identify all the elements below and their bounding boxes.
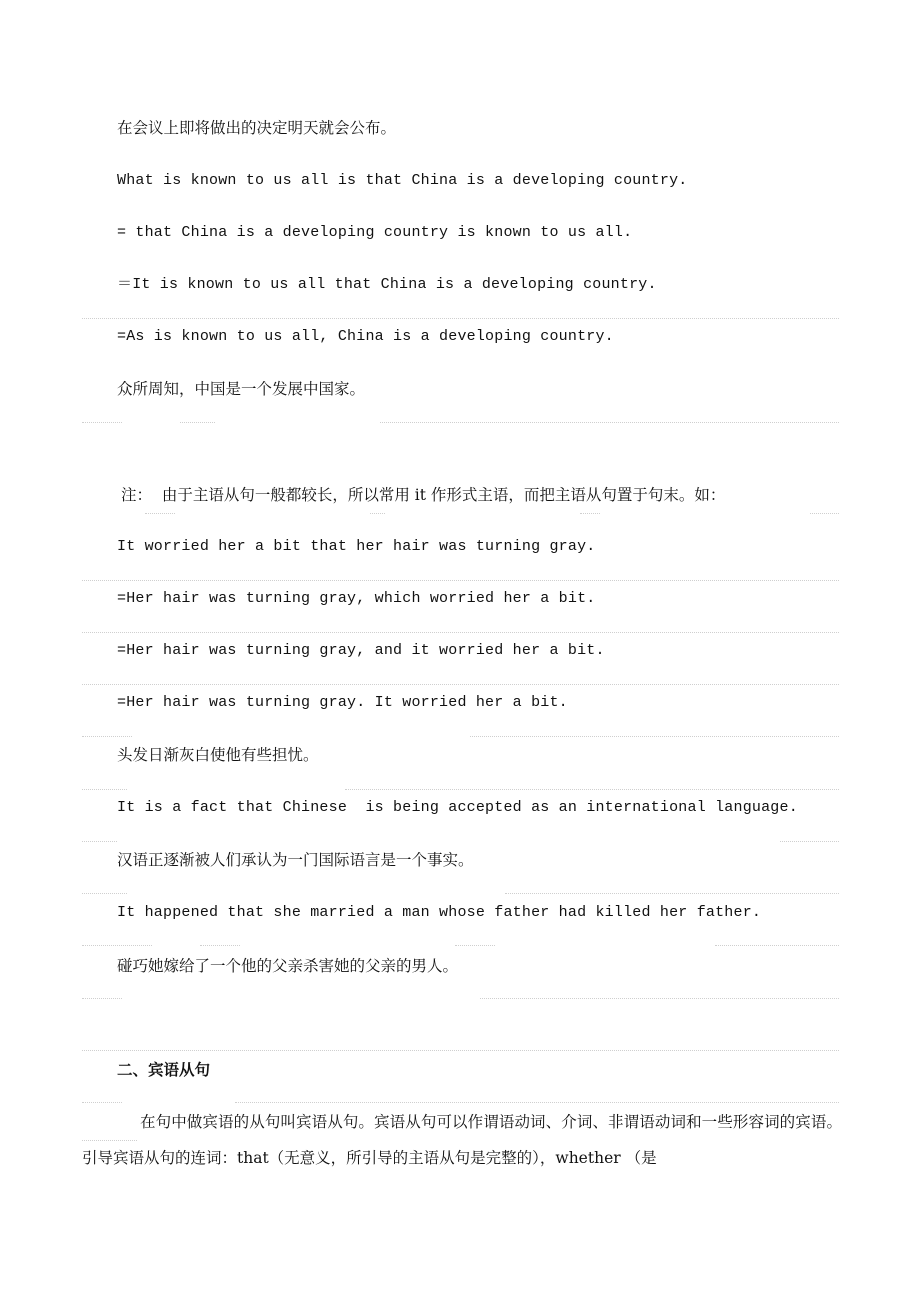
dotted-rule bbox=[82, 893, 127, 894]
text-line: 众所周知，中国是一个发展中国家。 bbox=[117, 380, 366, 398]
dotted-rule bbox=[82, 318, 839, 319]
dotted-rule bbox=[82, 632, 839, 633]
dotted-rule bbox=[715, 945, 839, 946]
dotted-rule bbox=[810, 513, 839, 514]
dotted-rule bbox=[380, 422, 839, 423]
text-line: 碰巧她嫁给了一个他的父亲杀害她的父亲的男人。 bbox=[117, 957, 459, 975]
text-line: 头发日渐灰白使他有些担忧。 bbox=[117, 746, 319, 764]
dotted-rule bbox=[200, 945, 240, 946]
text-line: 在会议上即将做出的决定明天就会公布。 bbox=[117, 119, 397, 137]
text-line: ＝It is known to us all that China is a developing country. bbox=[117, 276, 657, 293]
body-paragraph: 在句中做宾语的从句叫宾语从句。宾语从句可以作谓语动词、介词、非谓语动词和一些形容词的宾语。引导宾语从句的连词：that（无意义，所引导的主语从句是完整的），whether （是 bbox=[82, 1113, 842, 1167]
dotted-rule bbox=[82, 580, 839, 581]
text-line: =Her hair was turning gray, and it worried her a bit. bbox=[117, 642, 605, 659]
section-heading: 二、宾语从句 bbox=[117, 1060, 211, 1079]
note-line: 注： 由于主语从句一般都较长，所以常用 it 作形式主语，而把主语从句置于句末。如： bbox=[121, 486, 726, 504]
dotted-rule bbox=[180, 422, 215, 423]
dotted-rule bbox=[82, 1050, 839, 1051]
text-line: =Her hair was turning gray, which worried her a bit. bbox=[117, 590, 596, 607]
dotted-rule bbox=[345, 789, 839, 790]
text-line: It worried her a bit that her hair was turning gray. bbox=[117, 538, 596, 555]
dotted-rule bbox=[370, 513, 385, 514]
text-line: =As is known to us all, China is a developing country. bbox=[117, 328, 614, 345]
dotted-rule bbox=[235, 1102, 839, 1103]
dotted-rule bbox=[82, 1140, 137, 1141]
dotted-rule bbox=[455, 945, 495, 946]
text-line: It happened that she married a man whose father had killed her father. bbox=[117, 904, 762, 921]
dotted-rule bbox=[82, 1102, 122, 1103]
dotted-rule bbox=[145, 513, 175, 514]
text-line: = that China is a developing country is known to us all. bbox=[117, 224, 633, 241]
dotted-rule bbox=[82, 998, 122, 999]
text-line: It is a fact that Chinese is being accepted as an international language. bbox=[117, 799, 798, 816]
dotted-rule bbox=[82, 789, 127, 790]
dotted-rule bbox=[780, 841, 839, 842]
dotted-rule bbox=[580, 513, 600, 514]
dotted-rule bbox=[82, 684, 839, 685]
dotted-rule bbox=[82, 945, 152, 946]
dotted-rule bbox=[470, 736, 839, 737]
text-line: 汉语正逐渐被人们承认为一门国际语言是一个事实。 bbox=[117, 851, 474, 869]
dotted-rule bbox=[82, 736, 132, 737]
dotted-rule bbox=[82, 422, 122, 423]
dotted-rule bbox=[505, 893, 839, 894]
text-line: =Her hair was turning gray. It worried her a bit. bbox=[117, 694, 568, 711]
text-line: What is known to us all is that China is a developing country. bbox=[117, 172, 688, 189]
dotted-rule bbox=[82, 841, 117, 842]
dotted-rule bbox=[480, 998, 839, 999]
